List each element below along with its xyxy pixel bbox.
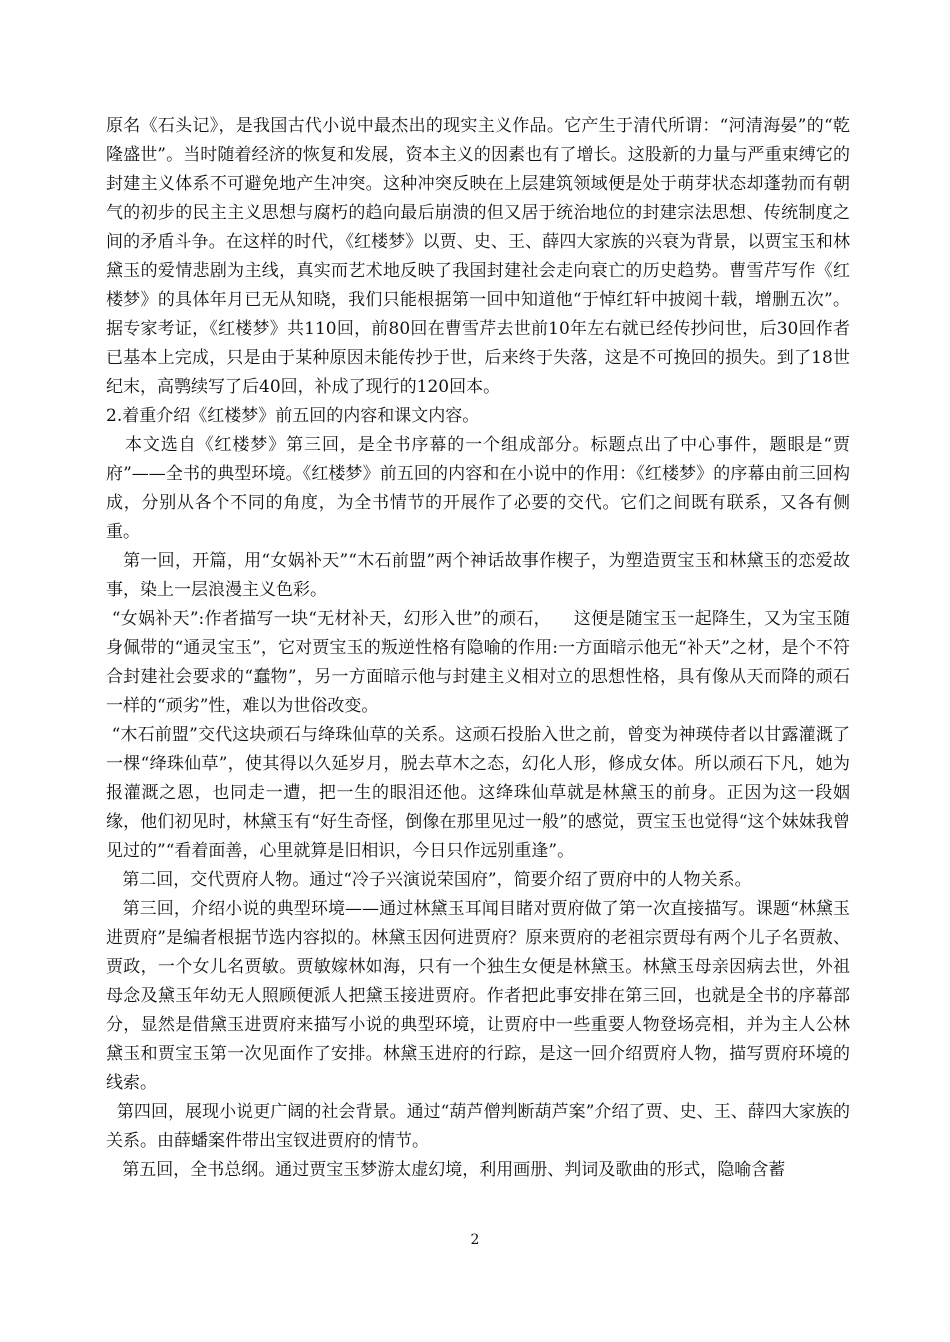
paragraph-wood-stone-pact: “木石前盟”交代这块顽石与绛珠仙草的关系。这顽石投胎入世之前，曾变为神瑛侍者以甘露灌溉了一棵“绛珠仙草”，使其得以久延岁月，脱去草木之态，幻化人形，修成女体。所以顽石下凡，她为报灌溉之恩，也同走一遭，把一生的眼泪还他。这绛珠仙草就是林黛玉的前身。正因为这一段姻缘，他们初见时，林黛玉有“好生奇怪，倒像在那里见过一般”的感觉，贾宝玉也觉得“这个妹妹我曾见过的”“看着面善，心里就算是旧相识，今日只作远别重逢”。 <box>106 725 850 861</box>
page-number: 2 <box>470 1232 480 1248</box>
paragraph-chapter-one: 第一回，开篇，用“女娲补天”“木石前盟”两个神话故事作楔子，为塑造贾宝玉和林黛玉的恋爱故事，染上一层浪漫主义色彩。 <box>106 551 851 600</box>
paragraph-chapter-four: 第四回，展现小说更广阔的社会背景。通过“葫芦僧判断葫芦案”介绍了贾、史、王、薛四大家族的关系。由薛蟠案件带出宝钗进贾府的情节。 <box>106 1102 850 1151</box>
document-body <box>106 112 850 1185</box>
paragraph-nuwa-myth: “女娲补天”:作者描写一块“无材补天，幻形入世”的顽石， 这便是随宝玉一起降生，又为宝玉随身佩带的“通灵宝玉”，它对贾宝玉的叛逆性格有隐喻的作用:一方面暗示他无“补天”之材，是个不符合封建社会要求的“蠢物”，另一方面暗示他与封建主义相对立的思想性格，具有像从天而降的顽石一样的“顽劣”性，难以为世俗改变。 <box>106 609 851 716</box>
paragraph-chapter-two: 第二回，交代贾府人物。通过“冷子兴演说荣国府”，简要介绍了贾府中的人物关系。 <box>106 870 752 890</box>
paragraph-chapter-three-summary: 本文选自《红楼梦》第三回，是全书序幕的一个组成部分。标题点出了中心事件，题眼是“贾府”——全书的典型环境。《红楼梦》前五回的内容和在小说中的作用：《红楼梦》的序幕由前三回构成，分别从各个不同的角度，为全书情节的开展作了必要的交代。它们之间既有联系，又各有侧重。 <box>106 435 850 542</box>
paragraph-intro: 原名《石头记》，是我国古代小说中最杰出的现实主义作品。它产生于清代所谓：“河清海晏”的“乾隆盛世”。当时随着经济的恢复和发展，资本主义的因素也有了增长。这股新的力量与严重束缚它的封建主义体系不可避免地产生冲突。这种冲突反映在上层建筑领域便是处于萌芽状态却蓬勃而有朝气的初步的民主主义思想与腐朽的趋向最后崩溃的但又居于统治地位的封建宗法思想、传统制度之间的矛盾斗争。在这样的时代，《红楼梦》以贾、史、王、薛四大家族的兴衰为背景，以贾宝玉和林黛玉的爱情悲剧为主线，真实而艺术地反映了我国封建社会走向衰亡的历史趋势。曹雪芹写作《红楼梦》的具体年月已无从知晓，我们只能根据第一回中知道他“于悼红轩中披阅十载，增删五次”。据专家考证，《红楼梦》共110回，前80回在曹雪芹去世前10年左右就已经传抄问世，后30回作者已基本上完成，只是由于某种原因未能传抄于世，后来终于失落，这是不可挽回的损失。到了18世纪末，高鹗续写了后40回，补成了现行的120回本。 <box>106 116 850 397</box>
paragraph-heading-2: 2.着重介绍《红楼梦》前五回的内容和课文内容。 <box>106 406 480 426</box>
paragraph-chapter-five: 第五回，全书总纲。通过贾宝玉梦游太虚幻境，利用画册、判词及歌曲的形式，隐喻含蓄 <box>106 1160 786 1180</box>
paragraph-chapter-three: 第三回，介绍小说的典型环境——通过林黛玉耳闻目睹对贾府做了第一次直接描写。课题“林黛玉进贾府”是编者根据节选内容拟的。林黛玉因何进贾府？原来贾府的老祖宗贾母有两个儿子名贾赦、贾政，一个女儿名贾敏。贾敏嫁林如海，只有一个独生女便是林黛玉。林黛玉母亲因病去世，外祖母念及黛玉年幼无人照顾便派人把黛玉接进贾府。作者把此事安排在第三回，也就是全书的序幕部分，显然是借黛玉进贾府来描写小说的典型环境，让贾府中一些重要人物登场亮相，并为主人公林黛玉和贾宝玉第一次见面作了安排。林黛玉进府的行踪，是这一回介绍贾府人物，描写贾府环境的线索。 <box>106 899 850 1093</box>
